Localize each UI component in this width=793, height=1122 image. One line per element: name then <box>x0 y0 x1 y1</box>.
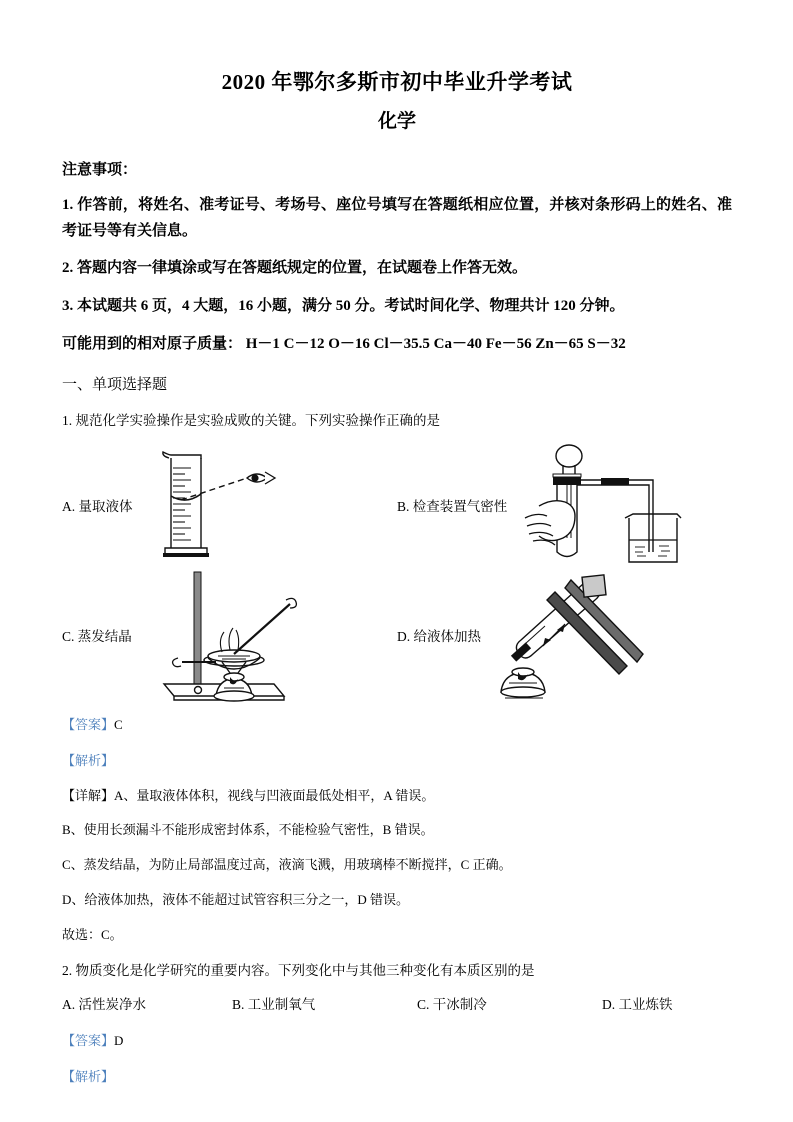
option-c-label: C. 蒸发结晶 <box>62 629 132 645</box>
question-1-detail-line-a <box>62 786 732 807</box>
figure-option-row <box>62 440 732 570</box>
option-b-label: B. 检查装置气密性 <box>397 499 508 515</box>
detail-tag: 【详解】 <box>62 787 115 803</box>
option-d-cell[interactable] <box>397 570 732 700</box>
figure-option-row <box>62 570 732 700</box>
evaporation-crystallization-icon <box>138 570 397 700</box>
option-d[interactable]: D. 工业炼铁 <box>602 997 673 1013</box>
answer-tag: 【答案】 <box>62 717 115 733</box>
section-heading-multiple-choice: 一、单项选择题 <box>62 376 168 393</box>
notice-item-1: 1. 作答前，将姓名、准考证号、考场号、座位号填写在答题纸相应位置，并核对条形码上的姓名、准考证号等有关信息。 <box>62 196 732 240</box>
question-2-analysis-tag <box>62 1067 732 1088</box>
question-1-analysis-tag <box>62 751 732 772</box>
notice-heading: 注意事项： <box>62 161 138 178</box>
question-1-stem: 1. 规范化学实验操作是实验成败的关键。下列实验操作正确的是 <box>62 413 440 429</box>
question-1-conclusion: 故选：C。 <box>62 926 123 942</box>
option-a-cell[interactable] <box>62 440 397 570</box>
question-2-stem: 2. 物质变化是化学研究的重要内容。下列变化中与其他三种变化有本质区别的是 <box>62 962 535 978</box>
question-1-figure-options <box>62 440 732 700</box>
analysis-tag: 【解析】 <box>62 752 115 768</box>
question-1-detail-line-b: B、使用长颈漏斗不能形成密封体系，不能检验气密性，B 错误。 <box>62 822 434 838</box>
option-c[interactable]: C. 干冰制冷 <box>417 997 487 1013</box>
airtightness-check-icon <box>513 440 732 570</box>
option-c-cell[interactable] <box>62 570 397 700</box>
question-1-detail-line-d: D、给液体加热，液体不能超过试管容积三分之一，D 错误。 <box>62 892 410 908</box>
question-1-answer <box>62 715 732 736</box>
detail-text: A、量取液体体积，视线与凹液面最低处相平，A 错误。 <box>114 787 435 803</box>
option-a-label: A. 量取液体 <box>62 499 133 515</box>
heating-liquid-icon <box>487 570 732 700</box>
relative-atomic-mass-line: 可能用到的相对原子质量： H－1 C－12 O－16 Cl－35.5 Ca－40 Fe－56 Zn－65 S－32 <box>62 335 626 352</box>
question-1-detail-line-c: C、蒸发结晶，为防止局部温度过高，液滴飞溅，用玻璃棒不断搅拌，C 正确。 <box>62 857 512 873</box>
page-content <box>62 0 732 1087</box>
analysis-tag: 【解析】 <box>62 1068 115 1084</box>
question-2-options <box>62 994 732 1016</box>
answer-value: C <box>114 717 123 733</box>
page-title: 2020 年鄂尔多斯市初中毕业升学考试 <box>221 70 573 94</box>
answer-tag: 【答案】 <box>62 1032 115 1048</box>
question-2-answer <box>62 1031 732 1052</box>
option-a[interactable]: A. 活性炭净水 <box>62 997 146 1013</box>
notice-item-3: 3. 本试题共 6 页，4 大题，16 小题，满分 50 分。考试时间化学、物理共计 120 分钟。 <box>62 297 625 314</box>
option-b[interactable]: B. 工业制氧气 <box>232 997 316 1013</box>
option-d-label: D. 给液体加热 <box>397 629 481 645</box>
page-subtitle: 化学 <box>377 111 416 133</box>
graduated-cylinder-eye-icon <box>139 440 398 570</box>
notice-item-2: 2. 答题内容一律填涂或写在答题纸规定的位置，在试题卷上作答无效。 <box>62 260 528 277</box>
option-b-cell[interactable] <box>397 440 732 570</box>
answer-value: D <box>114 1032 124 1048</box>
